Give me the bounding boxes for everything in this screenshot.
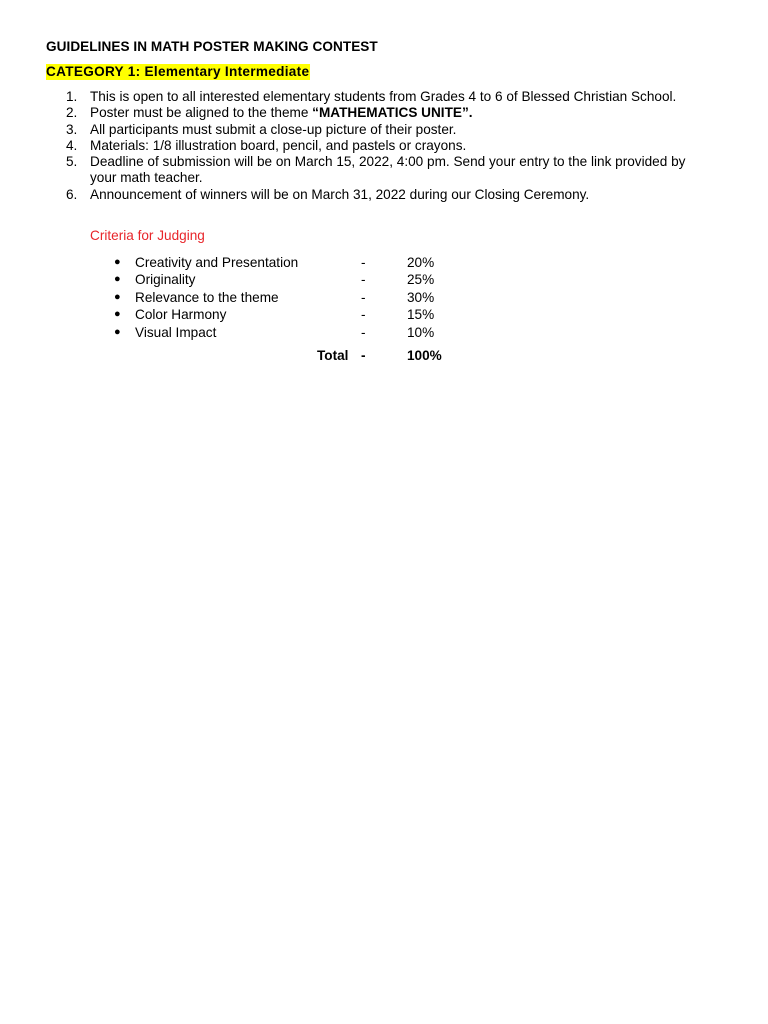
criteria-percent: 30%	[407, 289, 435, 305]
criteria-percent: 15%	[407, 307, 435, 323]
document-title: GUIDELINES IN MATH POSTER MAKING CONTEST	[46, 39, 378, 54]
guideline-item	[66, 89, 706, 105]
bullet-icon: ●	[114, 325, 121, 338]
criteria-name: Creativity and Presentation	[135, 255, 299, 270]
bullet-icon: ●	[114, 308, 121, 321]
criteria-item	[114, 254, 474, 271]
guidelines-list	[66, 89, 706, 203]
criteria-percent: 25%	[407, 272, 435, 288]
criteria-item	[114, 324, 474, 341]
criteria-dash: -	[361, 324, 366, 340]
criteria-name: Visual Impact	[135, 324, 217, 340]
guideline-item	[66, 154, 706, 187]
criteria-list	[114, 254, 474, 341]
total-percent: 100%	[407, 348, 442, 363]
guideline-number: 3.	[66, 121, 78, 137]
bullet-icon: ●	[114, 290, 121, 303]
criteria-dash: -	[361, 272, 366, 288]
guideline-text: This is open to all interested elementary students from Grades 4 to 6 of Blessed Christian School.	[90, 89, 677, 104]
total-row	[0, 348, 768, 366]
guideline-item	[66, 187, 706, 203]
guideline-text: Materials: 1/8 illustration board, pencil, and pastels or crayons.	[90, 137, 467, 153]
guideline-text: All participants must submit a close-up picture of their poster.	[90, 121, 457, 137]
total-label: Total	[317, 348, 349, 363]
guideline-number: 1.	[66, 89, 78, 104]
total-dash: -	[361, 348, 366, 363]
guideline-text: Poster must be aligned to the theme	[90, 105, 313, 121]
guideline-number: 2.	[66, 105, 78, 121]
criteria-name: Originality	[135, 272, 196, 288]
criteria-item	[114, 306, 474, 323]
guideline-number: 5.	[66, 154, 78, 170]
theme-name: “MATHEMATICS UNITE”.	[312, 105, 473, 121]
criteria-dash: -	[361, 255, 366, 270]
bullet-icon: ●	[114, 273, 121, 286]
bullet-icon: ●	[114, 256, 121, 268]
criteria-percent: 10%	[407, 324, 435, 340]
criteria-name: Color Harmony	[135, 307, 227, 323]
guideline-item	[66, 138, 706, 154]
criteria-item	[114, 289, 474, 306]
criteria-percent: 20%	[407, 255, 435, 270]
criteria-dash: -	[361, 289, 366, 305]
criteria-heading: Criteria for Judging	[90, 228, 205, 243]
guideline-number: 4.	[66, 137, 78, 153]
guideline-text: Announcement of winners will be on March 31, 2022 during our Closing Ceremony.	[90, 186, 590, 202]
guideline-item	[66, 122, 706, 138]
criteria-dash: -	[361, 307, 366, 323]
criteria-name: Relevance to the theme	[135, 289, 279, 305]
criteria-item	[114, 271, 474, 288]
guideline-text: Deadline of submission will be on March 15, 2022, 4:00 pm. Send your entry to the link provided by your math teacher.	[90, 154, 686, 186]
guideline-number: 6.	[66, 186, 78, 202]
category-heading: CATEGORY 1: Elementary Intermediate	[46, 64, 310, 79]
guideline-item	[66, 105, 706, 121]
